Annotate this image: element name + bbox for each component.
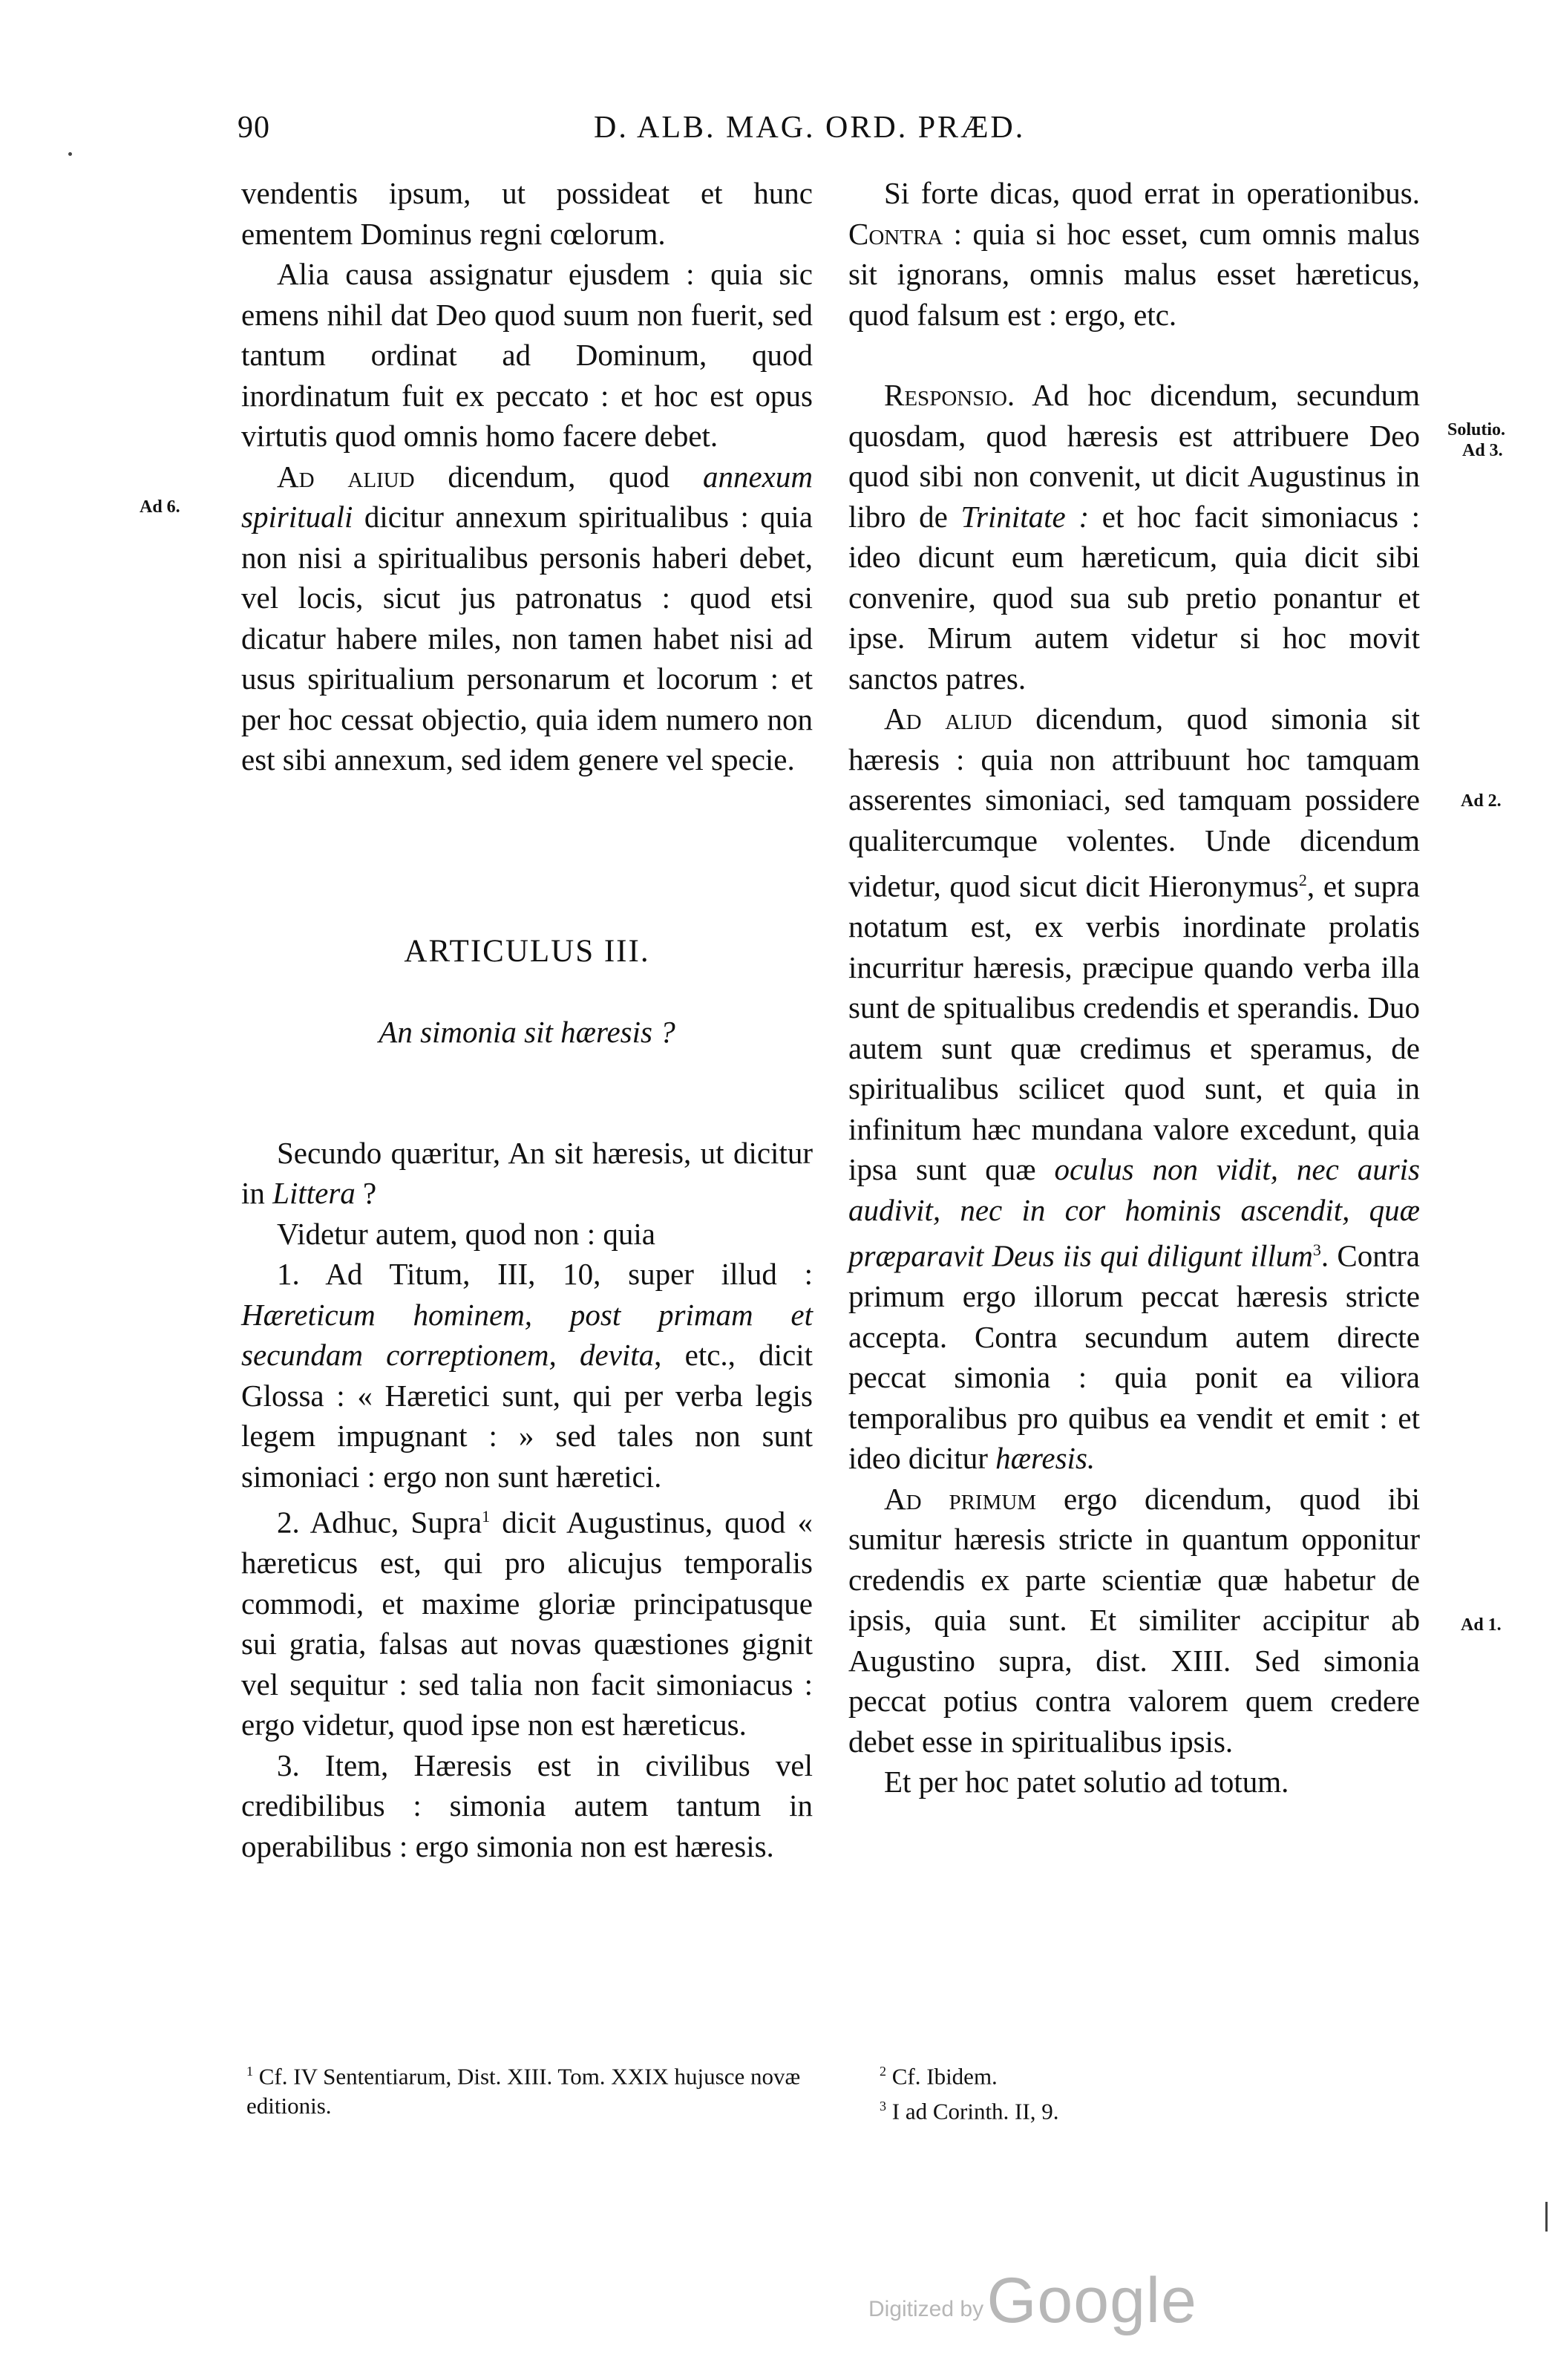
article-question: An simonia sit hæresis ? xyxy=(379,1015,675,1049)
spacer xyxy=(241,1093,813,1133)
italic-term: Trinitate : xyxy=(960,499,1090,534)
text-run: , etc., dicit Glossa : « Hæretici sunt, qui per verba legis legem impugnant : » sed tales non sunt simoniaci : ergo non sunt hæretici. xyxy=(241,1338,813,1494)
argument-3: 3. Item, Hæresis est in civilibus vel credibilibus : simonia autem tantum in operabilibus : ergo simonia non est hæresis. xyxy=(241,1748,813,1863)
spacer xyxy=(241,972,813,1012)
italic-quote: oculus non vidit, nec auris audivit, nec in cor hominis ascendit, quæ præparavit Deus iis qui diligunt illum xyxy=(848,1152,1420,1273)
footnotes-right xyxy=(880,2056,1399,2127)
watermark-prefix: Digitized by xyxy=(868,2297,984,2321)
paragraph xyxy=(241,1133,813,1214)
margin-note-ad-2: Ad 2. xyxy=(1461,791,1502,811)
italic-term: annexum spirituali xyxy=(241,459,813,534)
spacer xyxy=(241,1053,813,1093)
footnotes-left xyxy=(246,2056,811,2121)
margin-note-solutio: Solutio. xyxy=(1447,420,1506,439)
footnote-marker: 2 xyxy=(880,2064,886,2079)
footnote-text: I ad Corinth. II, 9. xyxy=(886,2098,1059,2125)
small-caps-lead: Ad aliud xyxy=(277,459,415,494)
footnote-text: Cf. Ibidem. xyxy=(886,2063,998,2090)
running-title: D. ALB. MAG. ORD. PRÆD. xyxy=(594,111,1026,145)
footnote-2 xyxy=(880,2056,1399,2091)
spacer xyxy=(848,335,1420,375)
paragraph xyxy=(848,173,1420,335)
page-number: 90 xyxy=(238,111,270,145)
margin-note-ad-3: Ad 3. xyxy=(1462,441,1503,460)
argument-1 xyxy=(241,1254,813,1497)
footnote-marker: 1 xyxy=(246,2064,253,2079)
text-run: ? xyxy=(355,1176,377,1210)
footnote-ref: 2 xyxy=(1298,871,1307,889)
text-run: , et supra notatum est, ex verbis inordinate prolatis incurritur hæresis, præcipue quando verba illa sunt de spitualibus credendis et sperandis. Duo autem sunt quæ credimus et speramus, de spiritualibus scilicet quod sunt, et quia in infinitum hæc mundana valore excedunt, quia ipsa sunt quæ xyxy=(848,869,1420,1187)
small-caps-lead: Responsio. xyxy=(884,378,1015,412)
text-run: dicitur annexum spiritualibus : quia non nisi a spiritualibus personis haberi debet, vel locis, sicut jus patronatus : quod etsi dicatur habere miles, non tamen habet nisi ad usus spiritualium personarum et locorum : et per hoc cessat objectio, quia idem numero non est sibi annexum, sed idem genere vel specie. xyxy=(241,500,813,777)
text-run: ergo dicendum, quod ibi sumitur hæresis stricte in quantum opponitur credendis ex parte scientiæ quæ habetur de ipsis, quia sunt. Et similiter accipitur ab Augustino supra, dist. XIII. Sed simonia peccat potius contra valorem quem credere debet esse in spiritualibus ipsis. xyxy=(848,1481,1420,1759)
paragraph: Videtur autem, quod non : quia xyxy=(277,1216,655,1251)
paragraph-ad-aliud xyxy=(241,457,813,780)
footnote-ref: 3 xyxy=(1312,1240,1321,1260)
text-run: Secundo quæritur, An sit hæresis, ut dicitur in xyxy=(241,1135,813,1210)
paragraph-ad-primum xyxy=(848,1479,1420,1762)
left-column xyxy=(241,173,813,1866)
margin-note-ad-6: Ad 6. xyxy=(140,497,180,517)
italic-term: Littera xyxy=(272,1176,356,1210)
text-run: : quia si hoc esset, cum omnis malus sit ignorans, omnis malus esset hæreticus, quod falsum est : ergo, etc. xyxy=(848,216,1420,332)
footnote-ref: 1 xyxy=(482,1507,491,1526)
small-caps-lead: Contra xyxy=(848,216,943,251)
text-run: dicit Augustinus, quod « hæreticus est, qui pro alicujus temporalis commodi, et maxime gloriæ principatusque sui gratia, falsas aut novas quæstiones gignit vel sequitur : sed talia non facit simoniacus : ergo videtur, quod ipse non est hæreticus. xyxy=(241,1505,813,1742)
right-column xyxy=(848,173,1420,1802)
text-run: et hoc facit simoniacus : ideo dicunt eum hæreticum, quia dicit sibi convenire, quod sua sub pretio ponantur et ipse. Mirum autem videtur si hoc movit sanctos patres. xyxy=(848,499,1420,696)
margin-note-ad-1: Ad 1. xyxy=(1461,1615,1502,1635)
italic-quote: Hæreticum hominem, post primam et secundam correptionem, devita xyxy=(241,1297,813,1372)
article-title: ARTICULUS III. xyxy=(404,933,650,969)
paragraph: Et per hoc patet solutio ad totum. xyxy=(884,1765,1289,1799)
footnote-text: Cf. IV Sententiarum, Dist. XIII. Tom. XXIX hujusce novæ editionis. xyxy=(246,2063,801,2119)
paragraph-responsio xyxy=(848,375,1420,699)
paragraph: Alia causa assignatur ejusdem : quia sic emens nihil dat Deo quod suum non fuerit, sed tantum ordinat ad Dominum, quod inordinatum fuit ex peccato : et hoc est opus virtutis quod omnis homo facere debet. xyxy=(241,257,813,453)
text-run: Si forte dicas, quod errat in operationibus. xyxy=(884,176,1420,210)
italic-term: hæresis. xyxy=(995,1441,1096,1476)
scan-edge-mark xyxy=(1545,2202,1548,2232)
footnote-3 xyxy=(880,2091,1399,2126)
spacer xyxy=(241,780,813,892)
text-run: 1. Ad Titum, III, 10, super illud : xyxy=(277,1257,813,1291)
text-run: dicendum, quod simonia sit hæresis : quia non attribuunt hoc tamquam asserentes simoniaci, sed tamquam possidere qualitercumque volentes. Unde dicendum videtur, quod sicut dicit Hieronymus xyxy=(848,702,1420,903)
digitized-watermark xyxy=(868,2264,1197,2338)
watermark-brand: Google xyxy=(986,2265,1197,2336)
small-caps-lead: Ad aliud xyxy=(884,702,1012,736)
small-caps-lead: Ad primum xyxy=(884,1481,1037,1516)
spacer xyxy=(241,892,813,932)
text-run: 2. Adhuc, Supra xyxy=(277,1505,482,1540)
argument-2 xyxy=(241,1497,813,1745)
text-run: Ad hoc dicendum, secundum quosdam, quod hæresis est attribuere Deo quod sibi non convenit, ut dicit Augustinus in libro de xyxy=(848,378,1420,534)
text-run: dicendum, quod xyxy=(414,459,703,494)
scan-speck xyxy=(68,152,72,156)
paragraph: vendentis ipsum, ut possideat et hunc ementem Dominus regni cœlorum. xyxy=(241,176,813,251)
text-run: . Contra primum ergo illorum peccat hæresis stricte accepta. Contra secundum autem directe peccat simonia : quia ponit ea viliora temporalibus pro quibus ea vendit et emit : et ideo dicitur xyxy=(848,1238,1420,1476)
paragraph-ad-aliud xyxy=(848,699,1420,1479)
footnote-marker: 3 xyxy=(880,2099,886,2114)
footnote-1 xyxy=(246,2056,811,2121)
